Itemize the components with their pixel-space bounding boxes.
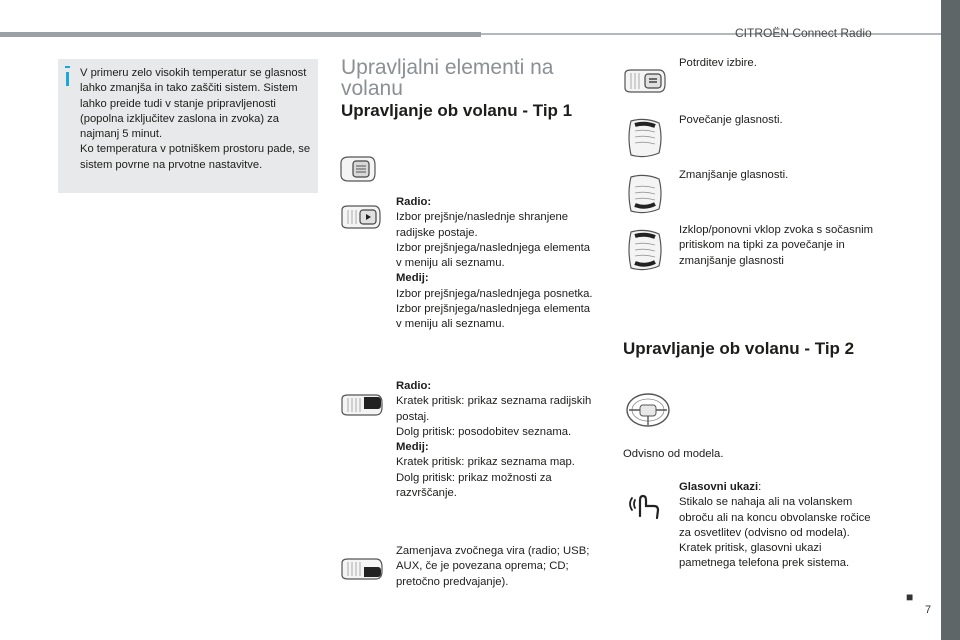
item2-line-1: Kratek pritisk: prikaz seznama radijskih postaj. — [396, 395, 592, 423]
side-strip — [941, 0, 960, 640]
stalk-source-icon — [340, 557, 384, 581]
voice-command-icon — [626, 486, 664, 522]
voice-heading-line — [679, 480, 879, 495]
mute-icon — [625, 228, 665, 272]
type1-item2-text — [396, 379, 596, 501]
stalk-list-icon — [340, 393, 384, 417]
steering-wheel-icon — [625, 392, 671, 428]
item1-line-3: Izbor prejšnjega/naslednjega posnetka. — [396, 287, 593, 300]
info-paragraph-2: Ko temperatura v potniškem prostoru pade, se sistem povrne na prvotne nastavitve. — [80, 143, 311, 171]
voice-line-2: Kratek pritisk, glasovni ukazi pametnega telefona prek sistema. — [679, 542, 850, 570]
type1-title: Upravljanje ob volanu - Tip 1 — [341, 101, 573, 120]
section-title: Upravljalni elementi na volanu — [341, 56, 554, 100]
item1-heading-radio: Radio: — [396, 196, 432, 208]
item1-line-2: Izbor prejšnjega/naslednjega elementa v meniju ali seznamu. — [396, 241, 591, 270]
header-title: CITROËN Connect Radio — [735, 26, 872, 40]
type1-item1-text — [396, 195, 594, 333]
continuation-mark: ■ — [906, 590, 914, 604]
type1-item5-text: Povečanje glasnosti. — [679, 114, 783, 126]
header-rule — [481, 33, 941, 35]
voice-line-1: Stikalo se nahaja ali na volanskem obroču ali na koncu obvolanske ročice za osvetlitev (odvisno od modela). — [679, 496, 871, 539]
type2-title: Upravljanje ob volanu - Tip 2 — [623, 339, 855, 358]
voice-label: Glasovni ukazi — [679, 481, 759, 493]
info-icon — [65, 66, 70, 68]
item2-line-3: Kratek pritisk: prikaz seznama map. — [396, 456, 575, 469]
type1-item6-text: Zmanjšanje glasnosti. — [679, 169, 789, 181]
item1-heading-media: Medij: — [396, 272, 429, 285]
steering-stalk-icon — [339, 153, 379, 187]
stalk-seek-icon — [340, 204, 382, 230]
item2-line-2: Dolg pritisk: posodobitev seznama. — [396, 425, 572, 438]
info-icon-stem — [66, 72, 69, 86]
volume-up-icon — [625, 117, 665, 159]
type2-model-note: Odvisno od modela. — [623, 448, 724, 460]
type1-item7-text: Izklop/ponovni vklop zvoka s sočasnim pritiskom na tipki za povečanje in zmanjšanje glasnosti — [679, 224, 874, 267]
item2-heading-media: Medij: — [396, 441, 429, 454]
item1-line-1: Izbor prejšnje/naslednje shranjene radijske postaje. — [396, 211, 569, 239]
type1-item4-text: Potrditev izbire. — [679, 57, 757, 69]
volume-down-icon — [625, 173, 665, 215]
type2-voice-text — [679, 480, 879, 572]
type1-item3-text: Zamenjava zvočnega vira (radio; USB; AUX, če je povezana oprema; CD; pretočno predvajanje). — [396, 545, 590, 588]
header-bar — [0, 32, 481, 37]
stalk-confirm-icon — [623, 68, 667, 94]
item1-line-4: Izbor prejšnjega/naslednjega elementa v meniju ali seznamu. — [396, 303, 591, 331]
info-paragraph-1: V primeru zelo visokih temperatur se glasnost lahko zmanjša in tako zaščiti sistem. Sistem lahko preide tudi v stanje pripravljenosti (popolna izključitev zaslona in zvoka) za najmanj 5 minut. — [80, 67, 307, 141]
item2-line-4: Dolg pritisk: prikaz možnosti za razvrščanje. — [396, 471, 552, 500]
voice-label-colon: : — [758, 481, 762, 493]
item2-heading-radio: Radio: — [396, 380, 432, 392]
page-number: 7 — [925, 604, 932, 616]
info-text — [80, 66, 316, 173]
